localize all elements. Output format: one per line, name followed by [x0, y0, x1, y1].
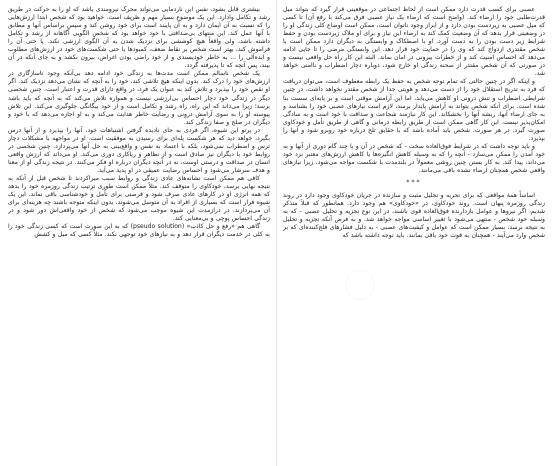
paragraph: اساساً همهٔ مواقعی که برای تجربه و تحلیل مثبت و سازنده در جریان خودکاوی وجود دارد در روند زندگی روزمره پنهان است. روند خودکاوی، در «خودکاوی» هم وجود دارد. همانطور که قبلاً متذکر شدیم، اگر نیروها و عوامل بازدارنده فوق‌العاده قوی باشند، در این نوع تجزیه و تحلیل عصبی - که به وسیله خود شخص - منتهی می‌شود با تغییر اساسی مواجه خواهد شد. و به فرض آنکه تجزیه و تحلیل به نتیجه برسد، بسیار ممکن است که عوامل و کیفیت‌های عصبی - به دلیل فشارهای فلج‌کننده‌ای که بر شخص وارد می‌آیند - همچنان به قوت خود باقی بمانند. باید توجه داشته باشد که: [283, 192, 545, 240]
paragraph: گاهی هم «رفع و حل کاذب» (pseudo solution) که به این صورت است که کسی زندگی خود را به کلی در خدمت دیگران قرار دهد و به نیازهای خود توجهی نکند. مثلاً کسی که میل و کشش: [8, 223, 270, 239]
right-page: [283, 6, 545, 460]
paragraph: در پرتو این شیوه، اگر فردی به جای نادیده گرفتن اشتباهات خود، آنها را بپذیرد و از آنها درس بگیرد، خواهد دید که هر شکست پله‌ای برای رسیدن به موفقیت است. او در مواجهه با مشکلات دچار ترس و اضطراب نمی‌شود، بلکه با اعتماد به نفس و واقع‌بینی به حل آنها می‌پردازد. چنین شخصی در روابط خود با دیگران نیز صادق است و از تظاهر و ریاکاری دوری می‌کند. او می‌داند که ارزش واقعی انسان در صداقت و درستی اوست، نه در آنچه دیگران درباره او فکر می‌کنند. در نتیجه زندگی او از معنا و هدف سرشار می‌شود و احساس رضایت عمیقی در او پدید می‌آید.: [8, 126, 270, 174]
paragraph: بیشتری قابل بشود، نفس این ناردمایی می‌تواند محرک نیرومندی باشد که او را به حرکت در طریق رشد و تکامل وادارد. این یک موضوع بسیار مهم و ظریف است. خواهید بود که شخص ابتدا ارزش‌هایی را که نسبت به آن ایمان دارد و به آن پایبند است برای خود روشن کند و سپس براساس آنها و مطابق با آنها عمل کند. این منتهای بی‌صداقتی با خود خواهد بود که شخص الگویی آگاهانه از رشد و تکامل داشته باشد، ولی واقعاً هیچ کوششی برای نزدیک شدن به آن الگوی ارزشی نکند. پا حتی آن را فراموش کند، بهتر است شخص بر نقاط ضعف، کمبودها یا حتی شکست‌های خود در ارزش‌های مطلوب و ایده‌آلی را ... به خاطر خودپسندی و از خود راضی بودن اغراض، بیرون بکشد و به جای آنکه در آن بیند، پس آنچه که تا پذیرفته گردد.: [8, 6, 270, 70]
left-page: [8, 6, 270, 460]
section-separator: ***: [406, 178, 422, 186]
paragraph: یک شخص ناسالم ممکن است مدت‌ها به زندگی خود ادامه دهد بی‌آنکه وجود ناسازگاری در ارزش‌های خود را درک کند. بدون اینکه هیچ تلاشی کند، خود را به آنچه که نشان می‌دهد نزدیک کند. اگر او نقص خود را بپذیرد و تلاش کند به عنوان یک فرد، در واقع دارای قدرت و اعتبار است. چنین شخصی دیگر در زندگی خود دچار احساس بی‌ارزشی نیست و همواره تلاش می‌کند که به آنچه که باید باشد برسد؛ زیرا می‌داند که این راه، راه رشد و تکامل است و از خود بیگانگی جلوگیری می‌کند. این تلاش پیوسته او را به سوی آرامش درونی و رضایت خاطر هدایت می‌کند و به او اجازه می‌دهد که با خود و دیگران در صلح و صفا زندگی کند.: [8, 70, 270, 126]
faint-watermark: [345, 270, 375, 300]
paragraph: کافی هم ممکن است نشانه‌های عادی زندگی و روابط سبب میراکردند تا شخص قبل از آنکه به نتیجه نهایی برسد، خودکاوی را متوقف کند. مثلاً ممکن است طوری ترتیب زندگی روزمره خود را بدهد که همه انرژی او در کارهای عادی صرف شود و فرصتی برای تأمل و خودشناسی باقی نماند. این یک شیوه فرار است که بسیاری از افراد به آن متوسل می‌شوند، بدون اینکه متوجه باشند چه هزینه‌ای برای آن می‌پردازند. در درازمدت این شیوه موجب می‌شود که شخص از خود واقعی‌اش دور شود و در زندگی احساس پوچی و بی‌معنایی کند.: [8, 174, 270, 223]
page-gutter: [276, 0, 277, 466]
paragraph: و باید توجه داشت که در شرایط فوق‌العاده سخت - که شخص در آن و با چند گام دوری از آنها و به خود آمدن را ممکن می‌سازد - آنچه را که به وسیله کاهش انگیزه‌ها یا کاهش ارزش‌های معتبر نزد خود می‌داند، پیدا کند. به کار بستن چنین روشی معمولاً در بلندمدت با شکست مواجه می‌شود، زیرا نیازهای واقعی شخص همچنان ارضاء نشده باقی می‌مانند.: [283, 142, 545, 174]
paragraph: عصبی برای کسب قدرت دارد ممکن است از لحاظ اجتماعی در موقعیتی قرار گیرد که بتواند میل قدرت‌طلبی خود را ارضاء کند. (واضح است که ارضاء یک نیاز عصبی فرق می‌کند با رفع آن) تا کسی که میل عصبی به زیردست بودن دارد و از ابراز وجود ناتوان است، ممکن است اوضاع کلی زندگی او را در وضعیتی قرار بدهد که آن وضعیت کمک کند به ارضاء این نیاز و برای او ملاک زیردست بودن و حفظ شرایط زیر دست بودن را به دست آورد. او با اصطکاک و وابستگی به دیگران دارد ممکن است با شخص مقتدری ازدواج کند که وی را در حمایت خود قرار دهد. این وابستگی مرضی را تا جایی ادامه می‌دهد که احساس امنیت کند و از خطرات بیرونی در امان بماند. البته این کار راه حل واقعی نیست و در صورتی که آن شخص مقتدر از صحنه زندگی او خارج شود، دوباره دچار اضطراب و ناامنی خواهد شد.: [283, 6, 545, 78]
paragraph: و اینکه اگر در چنین حالتی که تمام توجه شخص به حفظ یک رابطه معطوف است، می‌توان دریافت که فرد به تدریج استقلال خود را از دست می‌دهد و هویتی جدا از شخص مقتدر نخواهد داشت. در چنین شرایطی اضطراب و تنش درونی او کاهش می‌یابد، اما این آرامش موقتی است و بر پایه‌ای سست بنا شده است. برای آنکه شخص بتواند به آرامش پایدار برسد، لازم است نیازهای عصبی خود را بشناسد و به جای ارضاء آنها، ریشه آنها را بخشکاند. این کار نیازمند شجاعت و صداقت با خود است و به سادگی امکان‌پذیر نیست. این کار گاهی ممکن است از طریق رابطه درمانی و گاهی از طریق تأمل و خودکاوی صورت گیرد. در هر صورت، شخص باید آماده باشد که با حقایق تلخ درباره خود روبرو شود و آنها را بپذیرد.: [283, 78, 545, 142]
